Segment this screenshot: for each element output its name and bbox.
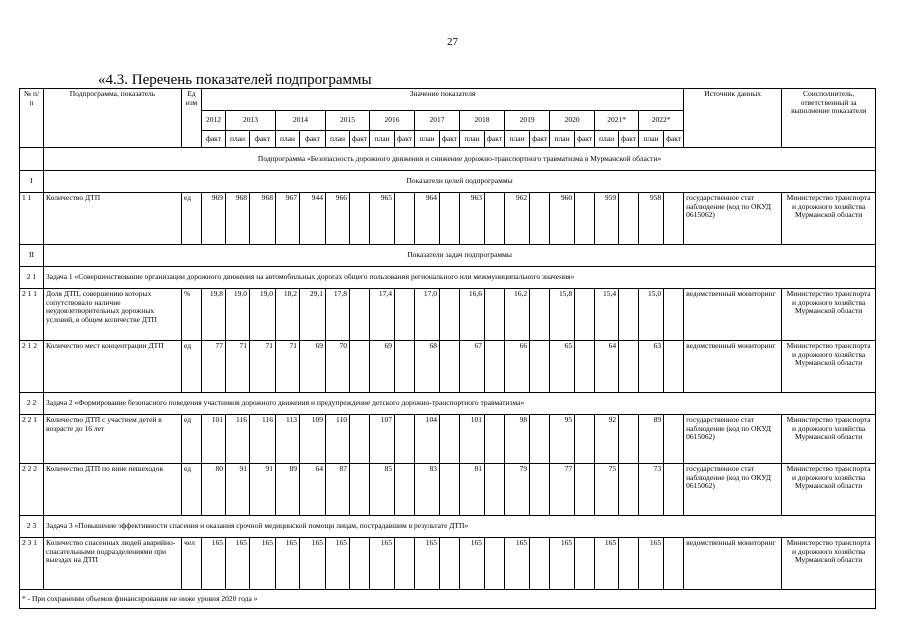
fact-label: факт xyxy=(485,131,505,148)
value-cell: 110 xyxy=(326,415,350,464)
value-cell: 69 xyxy=(370,341,395,393)
value-cell: 966 xyxy=(326,193,350,245)
value-cell xyxy=(664,193,684,245)
indicator-row-2-1-2 xyxy=(20,341,876,393)
responsible-executor: Министерство транспорта и дорожного хозяйства Мурманской области xyxy=(782,341,876,393)
plan-label: план xyxy=(276,131,300,148)
value-cell: 63 xyxy=(639,341,664,393)
header-name: Подпрограмма, показатель xyxy=(44,89,182,148)
fact-label: факт xyxy=(395,131,415,148)
fact-label: факт xyxy=(440,131,460,148)
fact-label: факт xyxy=(300,131,326,148)
value-cell: 165 xyxy=(639,538,664,590)
header-executor: Соисполнитель, ответственный за выполнение показателя xyxy=(782,89,876,148)
value-cell: 83 xyxy=(415,464,440,516)
value-cell: 77 xyxy=(550,464,575,516)
value-cell: 165 xyxy=(415,538,440,590)
year-cell: 2021* xyxy=(595,111,639,131)
value-cell: 89 xyxy=(639,415,664,464)
value-cell xyxy=(664,289,684,341)
value-cell: 69 xyxy=(300,341,326,393)
data-source: государственное стат наблюдение (код по ОКУД 0615062) xyxy=(684,193,782,245)
value-cell xyxy=(395,415,415,464)
plan-label: план xyxy=(415,131,440,148)
indicator-row-2-2-2 xyxy=(20,464,876,516)
value-cell xyxy=(575,464,595,516)
header-source: Источник данных xyxy=(684,89,782,148)
value-cell xyxy=(485,193,505,245)
value-cell: 107 xyxy=(370,415,395,464)
data-source: государственное стат наблюдение (код по ОКУД 0615062) xyxy=(684,464,782,516)
plan-label: план xyxy=(595,131,619,148)
value-cell xyxy=(575,289,595,341)
indicator-name: Количество мест концентрации ДТП xyxy=(44,341,182,393)
task-row-3 xyxy=(20,516,876,538)
value-cell xyxy=(350,415,370,464)
responsible-executor: Министерство транспорта и дорожного хозяйства Мурманской области xyxy=(782,464,876,516)
value-cell: 16,2 xyxy=(505,289,530,341)
value-cell: 109 xyxy=(300,415,326,464)
value-cell: 98 xyxy=(505,415,530,464)
plan-label: план xyxy=(505,131,530,148)
row-number: 2 2 1 xyxy=(20,415,44,464)
data-source: ведомственный мониторинг xyxy=(684,341,782,393)
indicator-name: Количество ДТП xyxy=(44,193,182,245)
value-cell: 81 xyxy=(460,464,485,516)
responsible-executor: Министерство транспорта и дорожного хозяйства Мурманской области xyxy=(782,289,876,341)
value-cell xyxy=(530,464,550,516)
value-cell xyxy=(440,538,460,590)
row-number: 2 1 1 xyxy=(20,289,44,341)
value-cell xyxy=(530,193,550,245)
value-cell xyxy=(530,341,550,393)
value-cell: 87 xyxy=(326,464,350,516)
plan-label: план xyxy=(370,131,395,148)
value-cell xyxy=(575,341,595,393)
page-number: 27 xyxy=(447,36,458,48)
year-cell: 2014 xyxy=(276,111,326,131)
value-cell xyxy=(440,341,460,393)
indicator-unit: ед xyxy=(182,464,202,516)
value-cell: 962 xyxy=(505,193,530,245)
value-cell: 19,8 xyxy=(202,289,226,341)
header-unit: Ед изм xyxy=(182,89,202,148)
indicator-unit: ед xyxy=(182,341,202,393)
footnote-row xyxy=(20,590,876,609)
indicator-name: Количество спасенных людей аварийно-спасательными подразделениями при выездах на ДТП xyxy=(44,538,182,590)
value-cell xyxy=(619,415,639,464)
row-number: 2 3 1 xyxy=(20,538,44,590)
value-cell xyxy=(395,538,415,590)
value-cell: 101 xyxy=(202,415,226,464)
value-cell: 91 xyxy=(250,464,276,516)
value-cell xyxy=(664,415,684,464)
task-title: Задача 3 «Повышение эффективности спасения и оказания срочной медицинской помощи лицам, пострадавшим в результате ДТП» xyxy=(44,516,876,538)
fact-label: факт xyxy=(530,131,550,148)
value-cell: 15,4 xyxy=(595,289,619,341)
value-cell: 91 xyxy=(226,464,250,516)
value-cell xyxy=(350,464,370,516)
value-cell xyxy=(440,289,460,341)
fact-label: факт xyxy=(250,131,276,148)
value-cell: 165 xyxy=(300,538,326,590)
value-cell: 16,6 xyxy=(460,289,485,341)
fact-label: факт xyxy=(350,131,370,148)
value-cell xyxy=(619,341,639,393)
fact-label: факт xyxy=(664,131,684,148)
value-cell: 89 xyxy=(276,464,300,516)
value-cell: 165 xyxy=(226,538,250,590)
year-cell: 2013 xyxy=(226,111,276,131)
value-cell: 19,0 xyxy=(250,289,276,341)
value-cell xyxy=(350,289,370,341)
value-cell xyxy=(619,464,639,516)
value-cell xyxy=(530,415,550,464)
value-cell xyxy=(530,538,550,590)
value-cell xyxy=(485,289,505,341)
indicator-row-2-2-1 xyxy=(20,415,876,464)
row-number: I xyxy=(20,171,44,193)
value-cell: 64 xyxy=(300,464,326,516)
value-cell: 959 xyxy=(595,193,619,245)
value-cell xyxy=(350,341,370,393)
value-cell: 113 xyxy=(276,415,300,464)
data-source: ведомственный мониторинг xyxy=(684,289,782,341)
value-cell: 15,0 xyxy=(639,289,664,341)
year-cell: 2017 xyxy=(415,111,460,131)
row-number: 2 2 2 xyxy=(20,464,44,516)
task-row-1 xyxy=(20,267,876,289)
value-cell: 958 xyxy=(639,193,664,245)
value-cell: 165 xyxy=(505,538,530,590)
section-title: Показатели задач подпрограммы xyxy=(44,245,876,267)
responsible-executor: Министерство транспорта и дорожного хозяйства Мурманской области xyxy=(782,538,876,590)
indicator-row-2-3-1 xyxy=(20,538,876,590)
row-number: 2 1 xyxy=(20,267,44,289)
header-values-title: Значение показателя xyxy=(202,89,684,111)
year-cell: 2018 xyxy=(460,111,505,131)
responsible-executor: Министерство транспорта и дорожного хозяйства Мурманской области xyxy=(782,415,876,464)
plan-label: план xyxy=(326,131,350,148)
value-cell: 17,4 xyxy=(370,289,395,341)
footnote: * - При сохранении объемов финансирования не ниже уровня 2020 года » xyxy=(20,590,876,609)
year-cell: 2012 xyxy=(202,111,226,131)
page-title: «4.3. Перечень показателей подпрограммы xyxy=(98,72,372,88)
value-cell xyxy=(395,341,415,393)
row-number: 2 3 xyxy=(20,516,44,538)
plan-label: план xyxy=(550,131,575,148)
value-cell: 17,8 xyxy=(326,289,350,341)
value-cell xyxy=(440,193,460,245)
value-cell xyxy=(485,341,505,393)
value-cell: 964 xyxy=(415,193,440,245)
value-cell: 963 xyxy=(460,193,485,245)
value-cell: 71 xyxy=(276,341,300,393)
value-cell: 967 xyxy=(276,193,300,245)
section-row-1 xyxy=(20,171,876,193)
task-title: Задача 1 «Совершенствование организации дорожного движения на автомобильных дорогах общего пользования регионального или межмуниципального значения» xyxy=(44,267,876,289)
indicator-name: Количество ДТП по вине пешеходов xyxy=(44,464,182,516)
value-cell: 165 xyxy=(202,538,226,590)
value-cell: 165 xyxy=(595,538,619,590)
value-cell xyxy=(575,415,595,464)
indicator-name: Количество ДТП с участием детей в возрасте до 16 лет xyxy=(44,415,182,464)
value-cell: 165 xyxy=(326,538,350,590)
indicator-unit: ед xyxy=(182,193,202,245)
value-cell: 116 xyxy=(226,415,250,464)
value-cell: 29,1 xyxy=(300,289,326,341)
value-cell: 85 xyxy=(370,464,395,516)
indicator-row-2-1-1 xyxy=(20,289,876,341)
value-cell xyxy=(530,289,550,341)
value-cell: 968 xyxy=(226,193,250,245)
value-cell: 77 xyxy=(202,341,226,393)
value-cell: 95 xyxy=(550,415,575,464)
value-cell: 165 xyxy=(460,538,485,590)
value-cell: 67 xyxy=(460,341,485,393)
value-cell xyxy=(350,193,370,245)
value-cell: 64 xyxy=(595,341,619,393)
value-cell: 18,2 xyxy=(276,289,300,341)
value-cell: 17,0 xyxy=(415,289,440,341)
value-cell: 960 xyxy=(550,193,575,245)
value-cell xyxy=(664,538,684,590)
row-number: 2 1 2 xyxy=(20,341,44,393)
responsible-executor: Министерство транспорта и дорожного хозяйства Мурманской области xyxy=(782,193,876,245)
fact-label: факт xyxy=(619,131,639,148)
row-number: 2 2 xyxy=(20,393,44,415)
value-cell xyxy=(664,341,684,393)
value-cell: 969 xyxy=(202,193,226,245)
year-cell: 2015 xyxy=(326,111,370,131)
header-row-1 xyxy=(20,89,876,111)
subprogram-row xyxy=(20,148,876,171)
value-cell: 116 xyxy=(250,415,276,464)
fact-label: факт xyxy=(202,131,226,148)
section-title: Показатели целей подпрограммы xyxy=(44,171,876,193)
value-cell: 165 xyxy=(276,538,300,590)
task-row-2 xyxy=(20,393,876,415)
value-cell: 165 xyxy=(250,538,276,590)
value-cell xyxy=(395,289,415,341)
indicator-unit: ед xyxy=(182,415,202,464)
task-title: Задача 2 «Формирование безопасного поведения участников дорожного движения и предупреждение детского дорожно-транспортного травматизма» xyxy=(44,393,876,415)
year-cell: 2019 xyxy=(505,111,550,131)
value-cell xyxy=(619,193,639,245)
section-row-2 xyxy=(20,245,876,267)
value-cell xyxy=(619,289,639,341)
value-cell xyxy=(485,415,505,464)
value-cell: 79 xyxy=(505,464,530,516)
value-cell xyxy=(440,464,460,516)
value-cell: 66 xyxy=(505,341,530,393)
plan-label: план xyxy=(460,131,485,148)
value-cell xyxy=(395,464,415,516)
indicators-table xyxy=(19,88,876,609)
value-cell xyxy=(350,538,370,590)
value-cell xyxy=(664,464,684,516)
indicator-unit: чел xyxy=(182,538,202,590)
value-cell xyxy=(619,538,639,590)
row-number: 1 1 xyxy=(20,193,44,245)
indicator-row-1-1 xyxy=(20,193,876,245)
row-number: II xyxy=(20,245,44,267)
indicator-name: Доля ДТП, совершению которых сопутствовало наличие неудовлетворительных дорожных условий, в общем количестве ДТП xyxy=(44,289,182,341)
header-num: № п/п xyxy=(20,89,44,148)
indicator-unit: % xyxy=(182,289,202,341)
value-cell xyxy=(575,193,595,245)
value-cell: 165 xyxy=(370,538,395,590)
value-cell: 104 xyxy=(415,415,440,464)
value-cell: 80 xyxy=(202,464,226,516)
value-cell: 68 xyxy=(415,341,440,393)
value-cell: 65 xyxy=(550,341,575,393)
plan-label: план xyxy=(639,131,664,148)
value-cell: 71 xyxy=(226,341,250,393)
value-cell: 165 xyxy=(550,538,575,590)
year-cell: 2020 xyxy=(550,111,595,131)
value-cell: 92 xyxy=(595,415,619,464)
value-cell: 75 xyxy=(595,464,619,516)
fact-label: факт xyxy=(575,131,595,148)
plan-label: план xyxy=(226,131,250,148)
value-cell: 944 xyxy=(300,193,326,245)
data-source: государственное стат наблюдение (код по ОКУД 0615062) xyxy=(684,415,782,464)
value-cell: 73 xyxy=(639,464,664,516)
year-cell: 2016 xyxy=(370,111,415,131)
empty-cell xyxy=(20,148,44,171)
value-cell: 70 xyxy=(326,341,350,393)
value-cell xyxy=(395,193,415,245)
value-cell: 101 xyxy=(460,415,485,464)
value-cell xyxy=(440,415,460,464)
value-cell xyxy=(575,538,595,590)
subprogram-title: Подпрограмма «Безопасность дорожного движения и снижение дорожно-транспортного травматизма в Мурманской области» xyxy=(44,148,876,171)
value-cell: 71 xyxy=(250,341,276,393)
value-cell xyxy=(485,464,505,516)
value-cell xyxy=(485,538,505,590)
year-cell: 2022* xyxy=(639,111,684,131)
value-cell: 965 xyxy=(370,193,395,245)
value-cell: 968 xyxy=(250,193,276,245)
data-source: ведомственный мониторинг xyxy=(684,538,782,590)
value-cell: 19,0 xyxy=(226,289,250,341)
value-cell: 15,8 xyxy=(550,289,575,341)
